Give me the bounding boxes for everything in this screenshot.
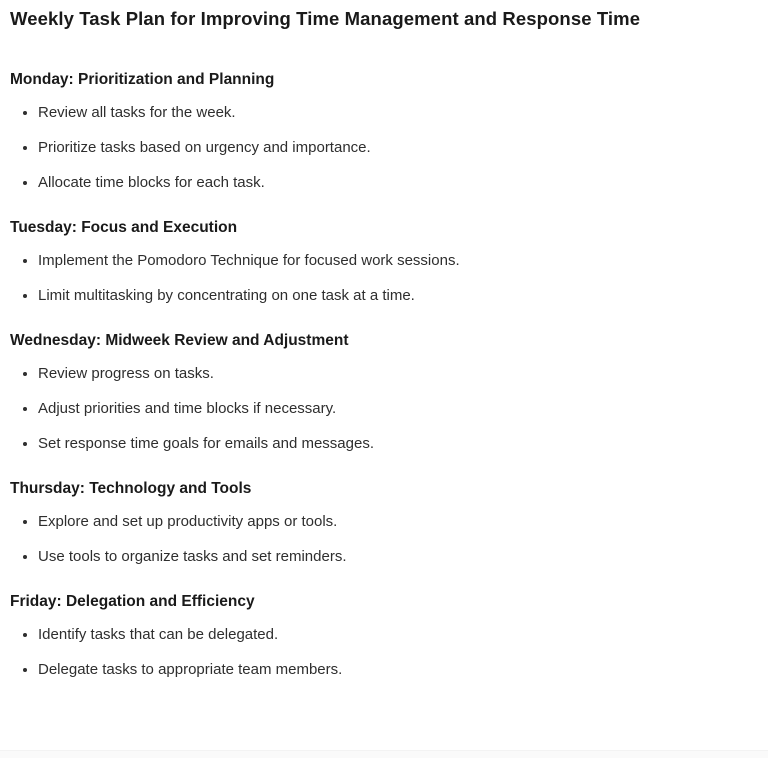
task-list bbox=[10, 627, 756, 678]
task-item: • Adjust priorities and time blocks if necessary. bbox=[38, 401, 756, 417]
task-list bbox=[10, 253, 756, 304]
page-title: Weekly Task Plan for Improving Time Management and Response Time bbox=[10, 8, 641, 29]
day-section bbox=[10, 332, 756, 452]
bottom-edge-strip bbox=[0, 750, 768, 758]
task-item: • Identify tasks that can be delegated. bbox=[38, 627, 756, 643]
day-heading: Tuesday: Focus and Execution bbox=[10, 219, 238, 236]
day-section bbox=[10, 219, 756, 304]
task-item: • Review progress on tasks. bbox=[38, 366, 756, 382]
task-item: • Review all tasks for the week. bbox=[38, 105, 756, 121]
task-item: • Prioritize tasks based on urgency and importance. bbox=[38, 140, 756, 156]
task-item: • Implement the Pomodoro Technique for focused work sessions. bbox=[38, 253, 756, 269]
day-heading: Wednesday: Midweek Review and Adjustment bbox=[10, 332, 349, 349]
task-item: • Limit multitasking by concentrating on one task at a time. bbox=[38, 288, 756, 304]
day-section bbox=[10, 593, 756, 678]
day-section bbox=[10, 71, 756, 191]
day-heading: Friday: Delegation and Efficiency bbox=[10, 593, 255, 610]
day-section bbox=[10, 480, 756, 565]
task-item: • Explore and set up productivity apps or tools. bbox=[38, 514, 756, 530]
day-heading: Monday: Prioritization and Planning bbox=[10, 71, 275, 88]
task-item: • Delegate tasks to appropriate team members. bbox=[38, 662, 756, 678]
task-item: • Set response time goals for emails and messages. bbox=[38, 436, 756, 452]
task-item: • Allocate time blocks for each task. bbox=[38, 175, 756, 191]
task-list bbox=[10, 105, 756, 191]
task-list bbox=[10, 366, 756, 452]
task-list bbox=[10, 514, 756, 565]
day-sections bbox=[10, 71, 756, 678]
day-heading: Thursday: Technology and Tools bbox=[10, 480, 252, 497]
task-item: • Use tools to organize tasks and set reminders. bbox=[38, 549, 756, 565]
